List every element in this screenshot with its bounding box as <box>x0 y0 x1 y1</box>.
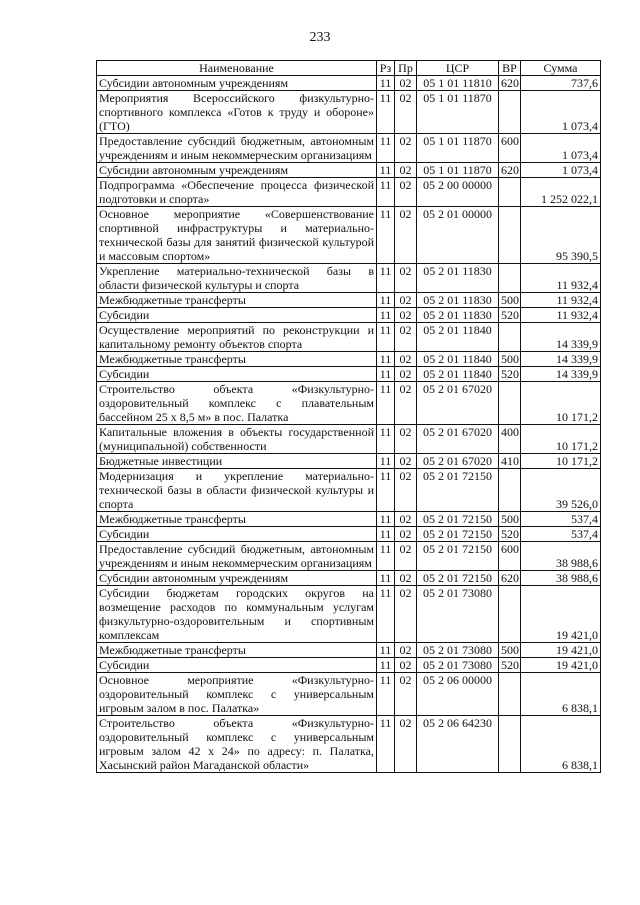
header-vr: ВР <box>499 61 521 76</box>
row-name: Основное мероприятие «Совершенствование спортивной инфраструктуры и материально-технической базы для занятий физической культурой и массовым спортом» <box>97 207 377 264</box>
row-rz: 11 <box>377 454 395 469</box>
row-pr: 02 <box>395 76 417 91</box>
header-sum: Сумма <box>521 61 601 76</box>
table-row <box>97 76 601 91</box>
table-row <box>97 673 601 716</box>
row-pr: 02 <box>395 308 417 323</box>
row-name: Межбюджетные трансферты <box>97 293 377 308</box>
row-name: Осуществление мероприятий по реконструкции и капитальному ремонту объектов спорта <box>97 323 377 352</box>
row-rz: 11 <box>377 91 395 134</box>
row-name: Субсидии <box>97 658 377 673</box>
row-pr: 02 <box>395 382 417 425</box>
row-rz: 11 <box>377 163 395 178</box>
row-pr: 02 <box>395 658 417 673</box>
row-csr: 05 2 01 11840 <box>417 323 499 352</box>
row-sum: 39 526,0 <box>521 469 601 512</box>
row-csr: 05 2 01 73080 <box>417 643 499 658</box>
header-name: Наименование <box>97 61 377 76</box>
row-vr: 520 <box>499 308 521 323</box>
row-pr: 02 <box>395 367 417 382</box>
row-name: Модернизация и укрепление материально-технической базы в области физической культуры и спорта <box>97 469 377 512</box>
row-name: Межбюджетные трансферты <box>97 352 377 367</box>
row-pr: 02 <box>395 586 417 643</box>
row-csr: 05 2 01 11830 <box>417 264 499 293</box>
row-rz: 11 <box>377 673 395 716</box>
row-pr: 02 <box>395 469 417 512</box>
row-name: Предоставление субсидий бюджетным, автономным учреждениям и иным некоммерческим организациям <box>97 542 377 571</box>
row-csr: 05 2 01 72150 <box>417 469 499 512</box>
row-pr: 02 <box>395 425 417 454</box>
row-pr: 02 <box>395 512 417 527</box>
row-name: Капитальные вложения в объекты государственной (муниципальной) собственности <box>97 425 377 454</box>
row-vr <box>499 586 521 643</box>
row-csr: 05 2 01 72150 <box>417 542 499 571</box>
table-row <box>97 163 601 178</box>
row-name: Бюджетные инвестиции <box>97 454 377 469</box>
row-vr <box>499 264 521 293</box>
row-rz: 11 <box>377 264 395 293</box>
row-vr <box>499 207 521 264</box>
header-csr: ЦСР <box>417 61 499 76</box>
row-csr: 05 2 01 11830 <box>417 308 499 323</box>
row-csr: 05 2 01 67020 <box>417 425 499 454</box>
table-row <box>97 586 601 643</box>
row-name: Субсидии <box>97 308 377 323</box>
row-rz: 11 <box>377 367 395 382</box>
table-row <box>97 382 601 425</box>
row-vr <box>499 469 521 512</box>
row-pr: 02 <box>395 134 417 163</box>
row-sum: 19 421,0 <box>521 586 601 643</box>
table-row <box>97 512 601 527</box>
row-csr: 05 2 01 73080 <box>417 586 499 643</box>
row-pr: 02 <box>395 454 417 469</box>
row-sum: 6 838,1 <box>521 673 601 716</box>
row-rz: 11 <box>377 527 395 542</box>
row-rz: 11 <box>377 469 395 512</box>
budget-table <box>96 60 601 773</box>
table-row <box>97 367 601 382</box>
row-rz: 11 <box>377 178 395 207</box>
row-csr: 05 2 01 67020 <box>417 454 499 469</box>
row-sum: 11 932,4 <box>521 308 601 323</box>
table-row <box>97 264 601 293</box>
row-pr: 02 <box>395 178 417 207</box>
row-vr: 410 <box>499 454 521 469</box>
row-rz: 11 <box>377 643 395 658</box>
row-csr: 05 2 01 11830 <box>417 293 499 308</box>
row-vr: 500 <box>499 643 521 658</box>
table-row <box>97 454 601 469</box>
row-sum: 10 171,2 <box>521 425 601 454</box>
row-rz: 11 <box>377 382 395 425</box>
row-pr: 02 <box>395 293 417 308</box>
row-csr: 05 1 01 11870 <box>417 134 499 163</box>
table-row <box>97 658 601 673</box>
row-rz: 11 <box>377 512 395 527</box>
row-name: Субсидии <box>97 527 377 542</box>
row-csr: 05 2 01 72150 <box>417 571 499 586</box>
row-pr: 02 <box>395 163 417 178</box>
table-row <box>97 207 601 264</box>
row-sum: 10 171,2 <box>521 382 601 425</box>
row-name: Межбюджетные трансферты <box>97 512 377 527</box>
row-rz: 11 <box>377 716 395 773</box>
row-vr: 520 <box>499 658 521 673</box>
table-row <box>97 542 601 571</box>
row-name: Подпрограмма «Обеспечение процесса физической подготовки и спорта» <box>97 178 377 207</box>
row-sum: 737,6 <box>521 76 601 91</box>
table-header-row <box>97 61 601 76</box>
row-rz: 11 <box>377 352 395 367</box>
row-vr <box>499 323 521 352</box>
table-row <box>97 323 601 352</box>
row-name: Строительство объекта «Физкультурно-оздоровительный комплекс с универсальным игровым залом 42 х 24» по адресу: п. Палатка, Хасынский район Магаданской области» <box>97 716 377 773</box>
table-row <box>97 469 601 512</box>
row-vr: 500 <box>499 512 521 527</box>
header-rz: Рз <box>377 61 395 76</box>
row-sum: 19 421,0 <box>521 658 601 673</box>
table-row <box>97 716 601 773</box>
row-rz: 11 <box>377 323 395 352</box>
table-row <box>97 571 601 586</box>
row-pr: 02 <box>395 527 417 542</box>
row-rz: 11 <box>377 76 395 91</box>
row-csr: 05 2 01 67020 <box>417 382 499 425</box>
row-sum: 14 339,9 <box>521 323 601 352</box>
row-vr: 400 <box>499 425 521 454</box>
row-rz: 11 <box>377 207 395 264</box>
row-rz: 11 <box>377 308 395 323</box>
row-pr: 02 <box>395 207 417 264</box>
row-sum: 11 932,4 <box>521 293 601 308</box>
row-csr: 05 1 01 11810 <box>417 76 499 91</box>
row-rz: 11 <box>377 571 395 586</box>
row-vr <box>499 178 521 207</box>
row-pr: 02 <box>395 542 417 571</box>
row-pr: 02 <box>395 264 417 293</box>
row-sum: 10 171,2 <box>521 454 601 469</box>
row-rz: 11 <box>377 586 395 643</box>
row-vr <box>499 716 521 773</box>
row-sum: 537,4 <box>521 512 601 527</box>
row-sum: 38 988,6 <box>521 542 601 571</box>
row-vr: 520 <box>499 367 521 382</box>
row-name: Субсидии автономным учреждениям <box>97 163 377 178</box>
row-sum: 14 339,9 <box>521 352 601 367</box>
row-csr: 05 1 01 11870 <box>417 163 499 178</box>
row-vr: 620 <box>499 571 521 586</box>
header-pr: Пр <box>395 61 417 76</box>
row-pr: 02 <box>395 571 417 586</box>
page-number: 233 <box>309 30 331 45</box>
row-pr: 02 <box>395 323 417 352</box>
table-row <box>97 134 601 163</box>
row-vr: 620 <box>499 163 521 178</box>
row-name: Субсидии бюджетам городских округов на возмещение расходов по коммунальным услугам физкультурно-оздоровительным и спортивным комплексам <box>97 586 377 643</box>
row-pr: 02 <box>395 352 417 367</box>
row-rz: 11 <box>377 658 395 673</box>
row-csr: 05 2 01 11840 <box>417 352 499 367</box>
row-name: Субсидии автономным учреждениям <box>97 76 377 91</box>
row-name: Мероприятия Всероссийского физкультурно-спортивного комплекса «Готов к труду и обороне» (ГТО) <box>97 91 377 134</box>
table-row <box>97 643 601 658</box>
row-csr: 05 2 06 64230 <box>417 716 499 773</box>
row-pr: 02 <box>395 643 417 658</box>
row-name: Основное мероприятие «Физкультурно-оздоровительный комплекс с универсальным игровым залом в пос. Палатка» <box>97 673 377 716</box>
row-vr <box>499 91 521 134</box>
row-name: Предоставление субсидий бюджетным, автономным учреждениям и иным некоммерческим организациям <box>97 134 377 163</box>
row-vr: 600 <box>499 134 521 163</box>
row-vr: 520 <box>499 527 521 542</box>
table-row <box>97 293 601 308</box>
row-vr: 600 <box>499 542 521 571</box>
row-sum: 95 390,5 <box>521 207 601 264</box>
table-row <box>97 308 601 323</box>
row-rz: 11 <box>377 425 395 454</box>
row-csr: 05 2 01 72150 <box>417 527 499 542</box>
row-csr: 05 2 01 00000 <box>417 207 499 264</box>
row-vr: 620 <box>499 76 521 91</box>
row-name: Укрепление материально-технической базы в области физической культуры и спорта <box>97 264 377 293</box>
row-sum: 38 988,6 <box>521 571 601 586</box>
table-row <box>97 178 601 207</box>
row-vr: 500 <box>499 293 521 308</box>
table-row <box>97 91 601 134</box>
row-name: Строительство объекта «Физкультурно-оздоровительный комплекс с плавательным бассейном 25 х 8,5 м» в пос. Палатка <box>97 382 377 425</box>
row-sum: 6 838,1 <box>521 716 601 773</box>
row-name: Субсидии <box>97 367 377 382</box>
row-csr: 05 2 06 00000 <box>417 673 499 716</box>
row-sum: 14 339,9 <box>521 367 601 382</box>
row-rz: 11 <box>377 134 395 163</box>
row-sum: 1 252 022,1 <box>521 178 601 207</box>
row-name: Субсидии автономным учреждениям <box>97 571 377 586</box>
row-pr: 02 <box>395 673 417 716</box>
row-vr <box>499 382 521 425</box>
table-row <box>97 352 601 367</box>
table-row <box>97 425 601 454</box>
row-csr: 05 2 01 73080 <box>417 658 499 673</box>
row-sum: 1 073,4 <box>521 134 601 163</box>
row-csr: 05 2 00 00000 <box>417 178 499 207</box>
row-vr <box>499 673 521 716</box>
row-csr: 05 1 01 11870 <box>417 91 499 134</box>
row-pr: 02 <box>395 716 417 773</box>
table-row <box>97 527 601 542</box>
row-sum: 19 421,0 <box>521 643 601 658</box>
row-rz: 11 <box>377 293 395 308</box>
row-pr: 02 <box>395 91 417 134</box>
row-sum: 11 932,4 <box>521 264 601 293</box>
row-csr: 05 2 01 72150 <box>417 512 499 527</box>
row-vr: 500 <box>499 352 521 367</box>
row-sum: 1 073,4 <box>521 163 601 178</box>
row-sum: 1 073,4 <box>521 91 601 134</box>
row-rz: 11 <box>377 542 395 571</box>
row-csr: 05 2 01 11840 <box>417 367 499 382</box>
row-name: Межбюджетные трансферты <box>97 643 377 658</box>
row-sum: 537,4 <box>521 527 601 542</box>
